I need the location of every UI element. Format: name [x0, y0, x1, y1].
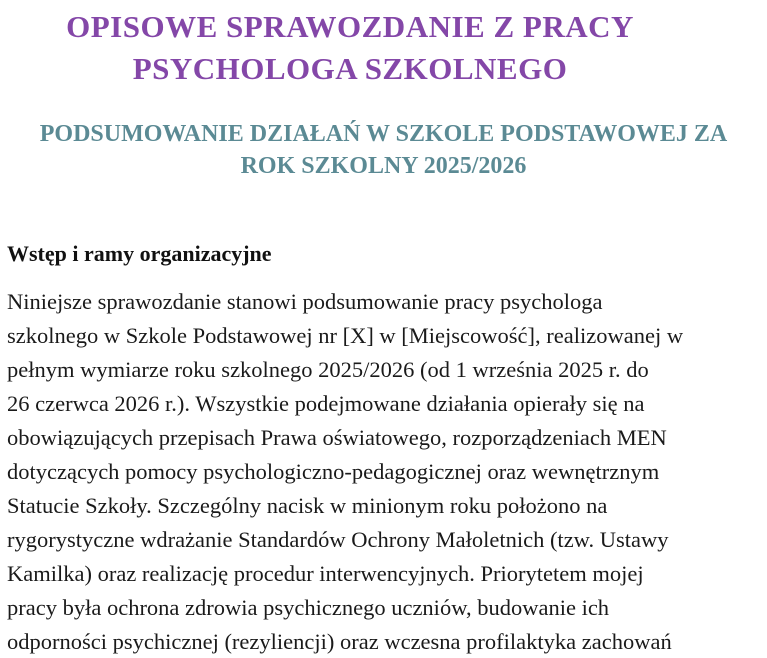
body-paragraph: [7, 285, 759, 658]
paragraph-line: dotyczących pomocy psychologiczno-pedagogicznej oraz wewnętrznym: [7, 459, 660, 484]
paragraph-line: Kamilka) oraz realizację procedur interwencyjnych. Priorytetem mojej: [7, 561, 644, 586]
document-subtitle-line-2: ROK SZKOLNY 2025/2026: [240, 153, 527, 179]
paragraph-line: pełnym wymiarze roku szkolnego 2025/2026 (od 1 września 2025 r. do: [7, 357, 649, 382]
paragraph-line: rygorystyczne wdrażanie Standardów Ochrony Małoletnich (tzw. Ustawy: [7, 527, 669, 552]
section-heading: Wstęp i ramy organizacyjne: [7, 241, 272, 266]
document-title: [0, 6, 700, 90]
paragraph-line: Statucie Szkoły. Szczególny nacisk w minionym roku położono na: [7, 493, 608, 518]
paragraph-line: 26 czerwca 2026 r.). Wszystkie podejmowane działania opierały się na: [7, 391, 645, 416]
paragraph-line: pracy była ochrona zdrowia psychicznego uczniów, budowanie ich: [7, 595, 610, 620]
paragraph-line: Niniejsze sprawozdanie stanowi podsumowanie pracy psychologa: [7, 289, 603, 314]
document-subtitle: [0, 118, 767, 182]
document-subtitle-line-1: PODSUMOWANIE DZIAŁAŃ W SZKOLE PODSTAWOWEJ ZA: [39, 121, 728, 147]
paragraph-line: szkolnego w Szkole Podstawowej nr [X] w [Miejscowość], realizowanej w: [7, 323, 684, 348]
paragraph-line: obowiązujących przepisach Prawa oświatowego, rozporządzeniach MEN: [7, 425, 667, 450]
paragraph-line: odporności psychicznej (rezyliencji) oraz wczesna profilaktyka zachowań: [7, 629, 672, 654]
document-title-line-1: OPISOWE SPRAWOZDANIE Z PRACY: [66, 9, 634, 44]
document-title-line-2: PSYCHOLOGA SZKOLNEGO: [132, 51, 568, 86]
